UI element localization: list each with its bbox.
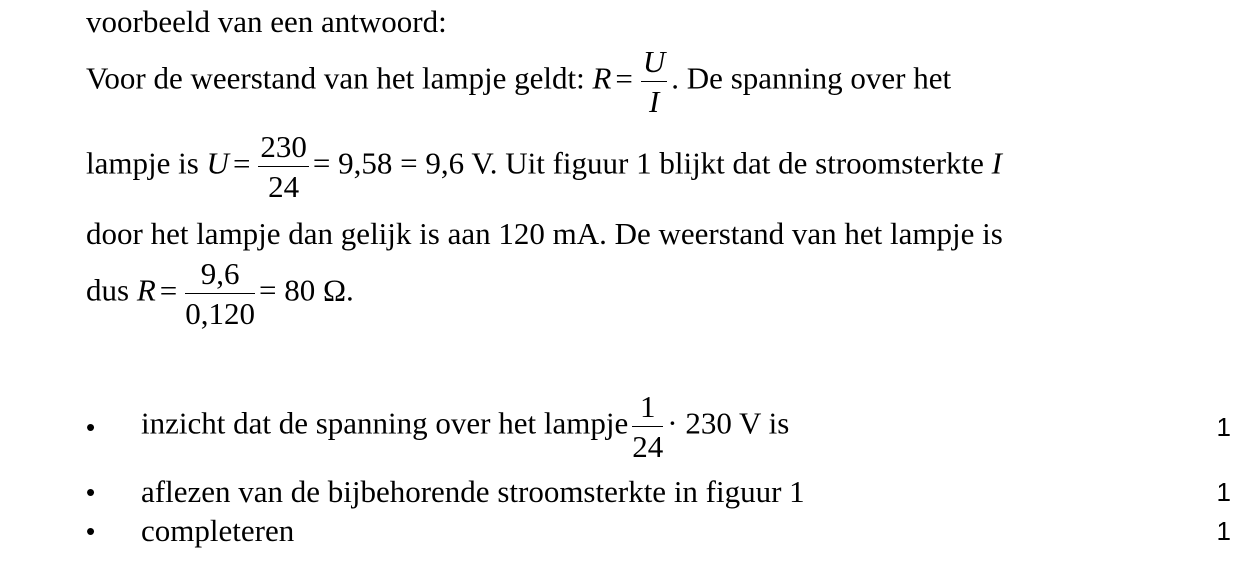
var-u: U (206, 145, 229, 181)
fraction-numerator: 230 (258, 131, 309, 167)
criterion-1 (141, 391, 789, 462)
fraction-denominator: I (648, 84, 660, 119)
fraction-1-over-24 (632, 391, 663, 462)
voltage-result: = 9,58 = 9,6 V. (312, 145, 498, 181)
line1-text-after: . De spanning over het (671, 60, 952, 96)
var-r: R (592, 60, 612, 96)
equals-sign: = (615, 60, 633, 96)
criterion-1-text-before: inzicht dat de spanning over het lampje (141, 405, 629, 441)
formula-line-resistance (86, 46, 951, 117)
bullet-icon: • (86, 477, 96, 507)
equals-sign: = (232, 145, 251, 181)
fraction-numerator: U (641, 46, 667, 82)
fraction-u-over-i (641, 46, 667, 117)
criterion-1-score: 1 (1216, 412, 1231, 442)
bullet-icon: • (86, 516, 96, 546)
formula-line-result (86, 258, 354, 329)
fraction-9-6-over-0-120 (185, 258, 255, 329)
answer-heading: voorbeeld van een antwoord: (86, 4, 447, 39)
line1-text-before: Voor de weerstand van het lampje geldt: (86, 60, 585, 96)
text-line-current: door het lampje dan gelijk is aan 120 mA. De weerstand van het lampje is (86, 216, 1003, 251)
fraction-numerator: 9,6 (185, 258, 255, 294)
fraction-230-over-24 (258, 131, 309, 202)
criterion-2: aflezen van de bijbehorende stroomsterkte in figuur 1 (141, 474, 805, 509)
resistance-result: = 80 Ω. (259, 272, 354, 308)
bullet-icon: • (86, 412, 96, 442)
criterion-1-text-after: · 230 V is (667, 405, 790, 441)
equals-sign: = (159, 272, 178, 308)
formula-line-voltage (86, 131, 1002, 202)
var-i: I (991, 145, 1002, 181)
fraction-denominator: 24 (632, 429, 664, 464)
criterion-3-score: 1 (1216, 516, 1231, 546)
line2-text-before: lampje is (86, 145, 199, 181)
criterion-3: completeren (141, 513, 295, 548)
line4-text-before: dus (86, 272, 130, 308)
fraction-denominator: 0,120 (185, 296, 255, 331)
var-r: R (136, 272, 156, 308)
criterion-2-score: 1 (1216, 477, 1231, 507)
fraction-numerator: 1 (632, 391, 663, 427)
fraction-denominator: 24 (268, 169, 300, 204)
line2-text-after: Uit figuur 1 blijkt dat de stroomsterkte (505, 145, 984, 181)
